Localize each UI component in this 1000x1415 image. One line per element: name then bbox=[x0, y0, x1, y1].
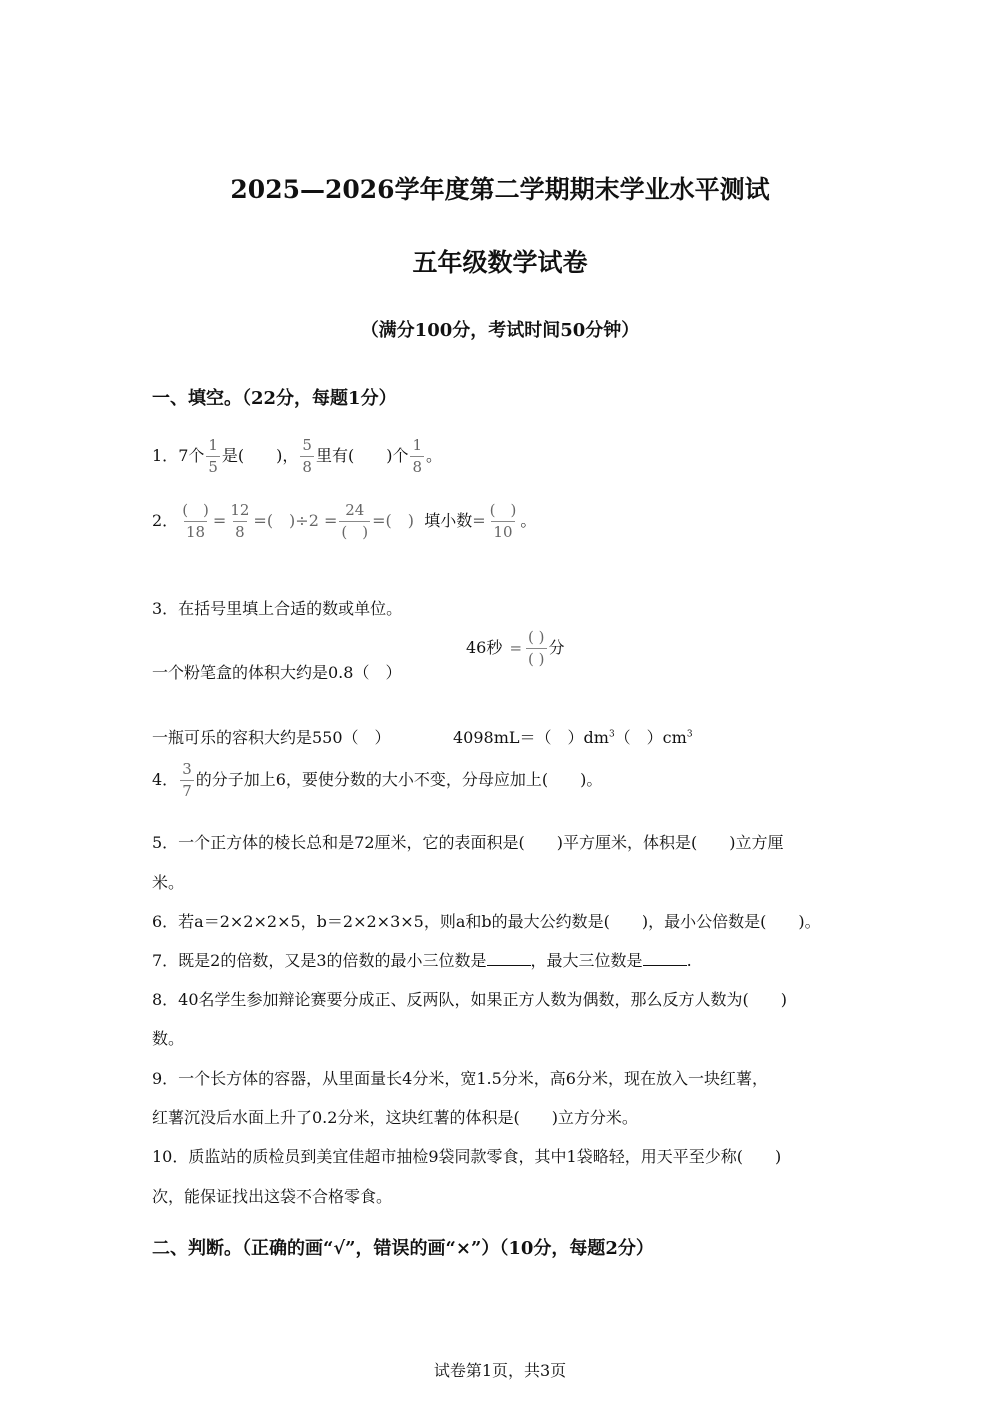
q4-text: 的分子加上6，要使分数的大小不变，分母应加上( )。 bbox=[195, 770, 603, 789]
q10-line-1: 10．质监站的质检员到美宜佳超市抽检9袋同款零食，其中1袋略轻，用天平至少称( ) bbox=[152, 1147, 782, 1166]
q4-fraction: $\frac{3}{7}$ bbox=[182, 760, 192, 800]
q9-line-1: 9．一个长方体的容器，从里面量长4分米，宽1.5分米，高6分米，现在放入一块红薯， bbox=[152, 1069, 768, 1088]
q8-line-1: 8．40名学生参加辩论赛要分成正、反两队，如果正方人数为偶数，那么反方人数为( ) bbox=[152, 990, 788, 1009]
exam-title: 2025—2026学年度第二学期期末学业水平测试 bbox=[230, 175, 770, 204]
q1-fraction-3: $\frac{1}{8}$ bbox=[412, 436, 423, 476]
q7-text-2: ，最大三位数是 bbox=[530, 951, 643, 970]
q2-number: 2． bbox=[152, 511, 179, 530]
q1-fraction-2: $\frac{5}{8}$ bbox=[302, 436, 312, 476]
q3-a2-fraction: = bbox=[509, 639, 523, 657]
q2-fraction-1: $\frac{( )}{18}$ bbox=[182, 501, 209, 541]
q8-line-2: 数。 bbox=[152, 1029, 185, 1048]
q3-b2-sup-1: 3 bbox=[608, 729, 615, 740]
q3-b2-text-1: 4098mL＝（ ）dm bbox=[453, 728, 609, 747]
q2-equals-3: =( ) bbox=[372, 511, 415, 530]
section-2-heading: 二、判断。（正确的画“√”，错误的画“×”）（10分，每题2分） bbox=[152, 1238, 654, 1259]
q1-text-3: 里有( )个 bbox=[315, 446, 409, 465]
q7-text-3: . bbox=[686, 951, 692, 970]
q1-fraction-1: $\frac{1}{5}$ bbox=[208, 436, 218, 476]
q4-number: 4． bbox=[152, 770, 179, 789]
q2-end: 。 bbox=[520, 511, 537, 530]
page-footer: 试卷第1页，共3页 bbox=[433, 1361, 567, 1380]
question-6: 6．若a＝2×2×2×5，b＝2×2×3×5，则a和b的最大公约数是( )，最小公倍数是( )。 bbox=[152, 912, 821, 931]
q1-text-4: 。 bbox=[426, 446, 443, 465]
q10-line-2: 次，能保证找出这袋不合格零食。 bbox=[152, 1187, 393, 1206]
question-7 bbox=[152, 948, 692, 971]
exam-info: （满分100分，考试时间50分钟） bbox=[360, 320, 640, 341]
q3-item-b2 bbox=[453, 725, 693, 748]
q2-equals-4: = bbox=[472, 511, 486, 530]
q9-line-2: 红薯沉没后水面上升了0.2分米，这块红薯的体积是( )立方分米。 bbox=[152, 1108, 638, 1127]
question-3: 3．在括号里填上合适的数或单位。 bbox=[152, 599, 403, 618]
question-4 bbox=[152, 762, 602, 799]
q2-division: =( )÷2 = bbox=[253, 511, 338, 530]
q1-number: 1． bbox=[152, 446, 179, 465]
q5-line-2: 米。 bbox=[152, 873, 185, 892]
q7-text-1: 7．既是2的倍数，又是3的倍数的最小三位数是 bbox=[152, 951, 487, 970]
q1-text-1: 7个 bbox=[178, 446, 205, 465]
q3-b2-text-2: （ ）cm bbox=[614, 728, 687, 747]
q3-a2-fraction-box: $\frac{( )}{( )}$ bbox=[528, 628, 545, 668]
q7-blank-2 bbox=[643, 951, 687, 966]
q3-a2-text: 46秒 bbox=[466, 638, 503, 657]
exam-subtitle: 五年级数学试卷 bbox=[412, 248, 588, 277]
q1-text-2: 是( )， bbox=[221, 446, 299, 465]
question-1 bbox=[152, 438, 442, 475]
q2-equals-1: = bbox=[212, 511, 227, 530]
question-2 bbox=[152, 503, 536, 540]
q3-item-b1: 一瓶可乐的容积大约是550（ ） bbox=[152, 728, 391, 747]
q2-fraction-2: $\frac{12}{8}$ bbox=[230, 501, 250, 541]
q2-fraction-3: $\frac{24}{( )}$ bbox=[341, 501, 369, 541]
q3-a2-unit: 分 bbox=[548, 638, 565, 657]
q3-item-a1: 一个粉笔盒的体积大约是0.8（ ） bbox=[152, 663, 402, 682]
q2-label: 填小数 bbox=[424, 511, 473, 530]
q7-blank-1 bbox=[487, 951, 531, 966]
q5-line-1: 5．一个正方体的棱长总和是72厘米，它的表面积是( )平方厘米，体积是( )立方厘 bbox=[152, 833, 784, 852]
q3-b2-sup-2: 3 bbox=[686, 729, 693, 740]
q2-fraction-4: $\frac{( )}{10}$ bbox=[489, 501, 517, 541]
section-1-heading: 一、填空。（22分，每题1分） bbox=[152, 388, 397, 409]
q3-item-a2 bbox=[466, 630, 565, 667]
